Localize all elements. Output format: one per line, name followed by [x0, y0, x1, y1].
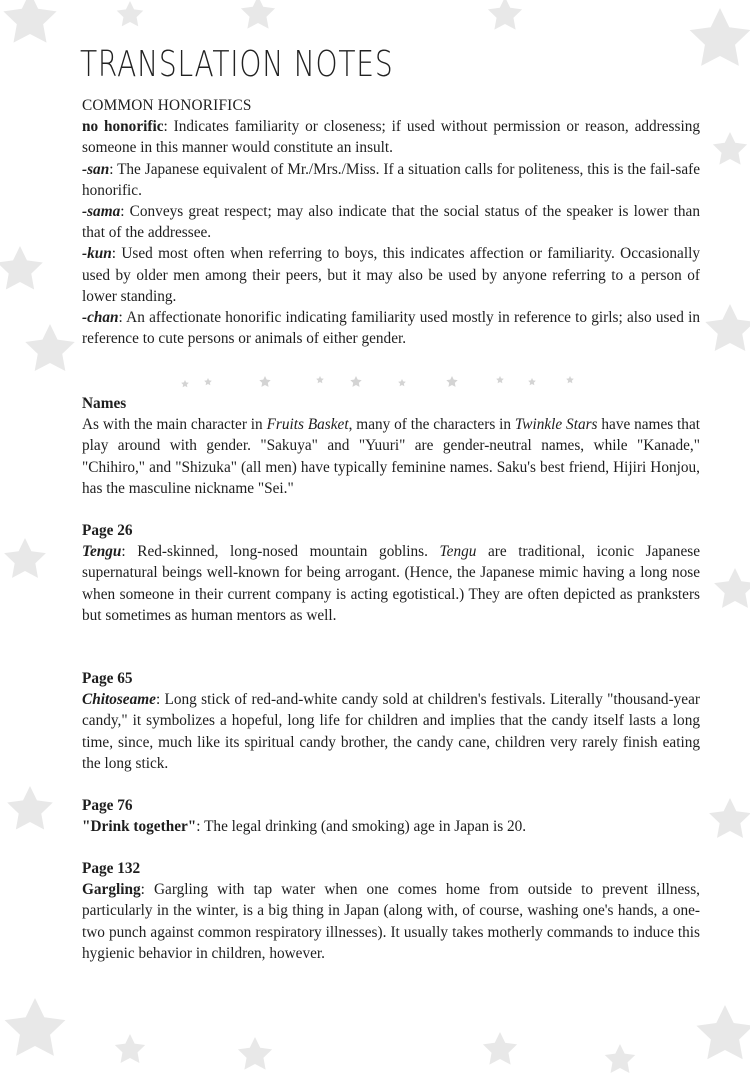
star-icon	[714, 568, 750, 608]
entry-term: Gargling	[82, 881, 141, 899]
star-icon	[0, 246, 43, 289]
page65-heading: Page 65	[82, 670, 133, 687]
star-icon	[398, 379, 406, 386]
star-icon	[25, 324, 74, 371]
entry-term: -kun	[82, 245, 112, 263]
entry-text: : Used most often when referring to boys, this indicates affection or familiarity. Occasionally used by older men among their peers, but it may also be used by anyone referring to a person of lower standing.	[82, 245, 700, 305]
honorific-entry	[82, 307, 700, 349]
star-divider	[170, 370, 590, 394]
text-span: : The legal drinking (and smoking) age in Japan is 20.	[196, 818, 527, 836]
text-span: : Long stick of red-and-white candy sold at children's festivals. Literally "thousand-year candy," it symbolizes a hopeful, long life for children and implies that the candy itself lasts a long time, since, much like its spiritual candy brother, the candy cane, children very rarely finish eating the long stick.	[82, 691, 700, 772]
honorifics-heading: COMMON HONORIFICS	[82, 97, 252, 114]
star-icon	[3, 0, 56, 43]
entry-text: : Conveys great respect; may also indicate that the social status of the speaker is lower than that of the addressee.	[82, 203, 700, 242]
star-icon	[181, 380, 189, 387]
star-icon	[697, 1005, 750, 1059]
entry-term: no honorific	[82, 118, 164, 136]
star-icon	[713, 132, 747, 165]
star-icon	[115, 1034, 145, 1063]
page26-heading: Page 26	[82, 522, 133, 539]
page65-text	[82, 689, 700, 774]
page132-heading: Page 132	[82, 860, 141, 877]
star-icon	[566, 376, 574, 383]
star-icon	[4, 538, 46, 578]
italic-title: Twinkle Stars	[514, 416, 598, 434]
text-span: are traditional, iconic Japanese supernatural beings well-known for being arrogant. (Hence, the Japanese mimic having a long nose when someone in their current company is acting egotistical.) They are often depicted as pranksters but sometimes as human mentors as well.	[82, 543, 700, 624]
star-icon	[528, 378, 536, 385]
honorific-entry	[82, 159, 700, 201]
star-icon	[204, 378, 212, 385]
page26-text	[82, 541, 700, 626]
entry-text: : An affectionate honorific indicating familiarity used mostly in reference to girls; also used in reference to cute persons or animals of either gender.	[82, 309, 700, 348]
page76-heading: Page 76	[82, 797, 133, 814]
page76-section	[82, 795, 700, 837]
star-icon	[117, 1, 144, 26]
entry-term: "Drink together"	[82, 818, 197, 836]
star-icon	[496, 376, 504, 383]
italic-word: Tengu	[439, 543, 477, 561]
names-text	[82, 414, 700, 499]
text-span: : Red-skinned, long-nosed mountain goblins.	[121, 543, 440, 561]
star-icon	[483, 1032, 517, 1065]
entry-term: Chitoseame	[82, 691, 156, 709]
text-span: , many of the characters in	[348, 416, 515, 434]
honorific-entry	[82, 243, 700, 307]
page-title: TRANSLATION NOTES	[80, 44, 394, 85]
star-icon	[605, 1044, 635, 1073]
entry-term: -san	[82, 160, 110, 178]
italic-title: Fruits Basket	[266, 416, 349, 434]
star-icon	[259, 376, 270, 387]
star-icon	[446, 376, 457, 387]
star-icon	[316, 376, 324, 383]
star-icon	[488, 0, 522, 30]
page132-text	[82, 879, 700, 964]
honorifics-section	[82, 95, 700, 349]
star-icon	[241, 0, 275, 29]
entry-term: -chan	[82, 309, 119, 327]
page65-section	[82, 668, 700, 774]
text-span: : Gargling with tap water when one comes home from outside to prevent illness, particularly in the winter, is a big thing in Japan (along with, of course, washing one's hands, a one-two punch against common respiratory illnesses). It usually takes motherly commands to induce this hygienic behavior in children, however.	[82, 881, 700, 962]
page26-section	[82, 520, 700, 626]
text-span: have names that play around with gender. "Sakuya" and "Yuuri" are gender-neutral names, while "Kanade," "Chihiro," and "Shizuka" (all men) have typically feminine names. Saku's best friend, Hijiri Honjou, has the masculine nickname "Sei."	[82, 416, 700, 497]
star-icon	[7, 786, 53, 829]
honorific-entry	[82, 201, 700, 243]
star-icon	[709, 798, 750, 838]
text-span: As with the main character in	[82, 416, 267, 434]
star-icon	[238, 1037, 272, 1070]
star-icon	[5, 998, 66, 1056]
star-icon	[705, 304, 750, 351]
entry-term: Tengu	[82, 543, 122, 561]
entry-text: : Indicates familiarity or closeness; if used without permission or reason, addressing someone in this manner would constitute an insult.	[82, 118, 701, 157]
page76-text	[82, 816, 700, 837]
entry-text: : The Japanese equivalent of Mr./Mrs./Miss. If a situation calls for politeness, this is the fail-safe honorific.	[82, 160, 700, 199]
names-section	[82, 393, 700, 499]
names-heading: Names	[82, 395, 127, 412]
star-icon	[690, 8, 750, 66]
star-icon	[350, 376, 361, 387]
entry-term: -sama	[82, 203, 121, 221]
page132-section	[82, 858, 700, 964]
honorific-entry	[82, 116, 700, 158]
